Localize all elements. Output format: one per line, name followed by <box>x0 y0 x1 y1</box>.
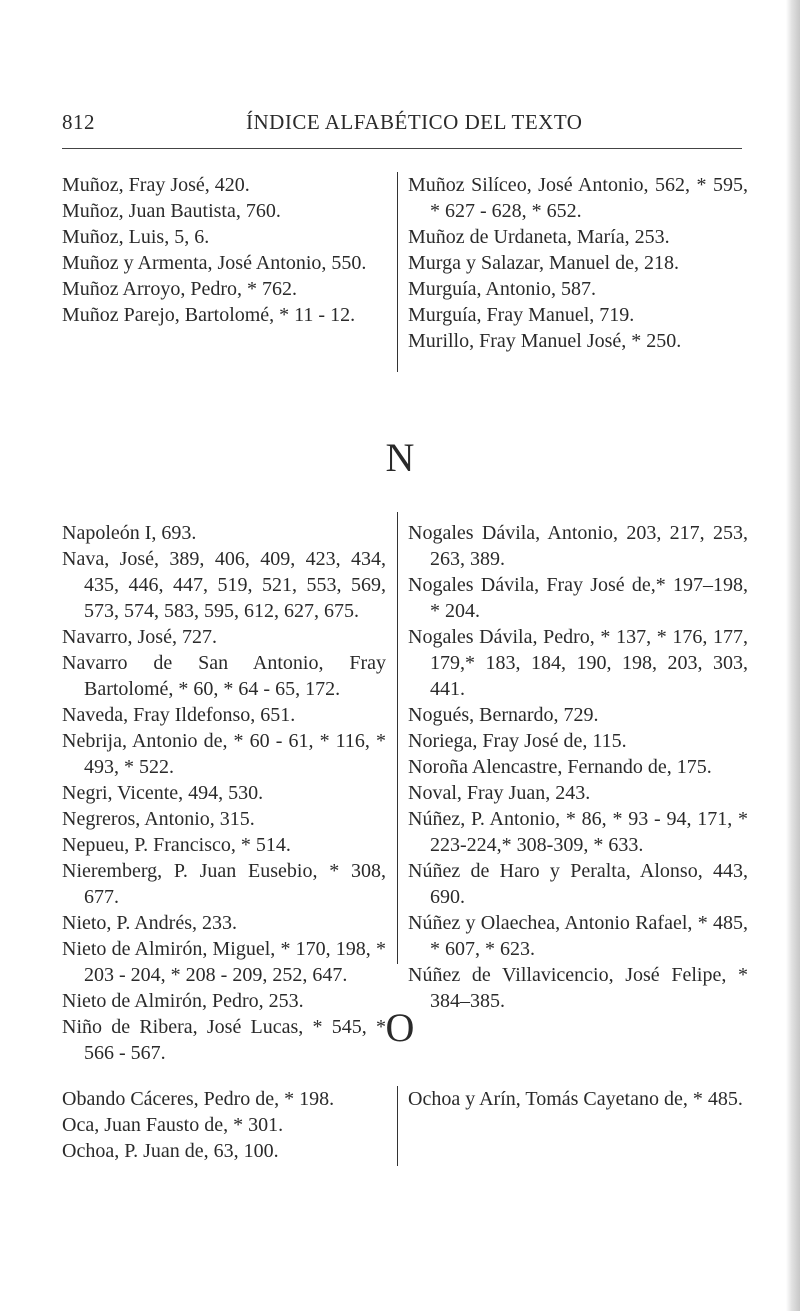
column-divider <box>397 172 398 372</box>
index-entry: Ochoa y Arín, Tomás Cayetano de, * 485. <box>408 1088 743 1110</box>
index-entry: Nogales Dávila, Pedro, * 137, * 176, 177, 179,* 183, 184, 190, 198, 203, 303, 441. <box>408 626 748 700</box>
section-letter-n: N <box>385 435 415 480</box>
index-entry: Nieto de Almirón, Miguel, * 170, 198, * 203 - 204, * 208 - 209, 252, 647. <box>62 938 386 986</box>
index-entry: Nieto, P. Andrés, 233. <box>62 912 237 934</box>
page-header <box>62 110 738 140</box>
index-entry: Noval, Fray Juan, 243. <box>408 782 591 804</box>
index-entry: Muñoz Arroyo, Pedro, * 762. <box>62 278 297 300</box>
section-m <box>62 172 752 372</box>
column-left <box>62 520 386 1066</box>
column-divider <box>397 1086 398 1166</box>
index-entry: Oca, Juan Fausto de, * 301. <box>62 1114 284 1136</box>
index-entry: Negreros, Antonio, 315. <box>62 808 255 830</box>
section-letter-o: O <box>385 1005 415 1050</box>
index-entry: Nava, José, 389, 406, 409, 423, 434, 435, 446, 447, 519, 521, 553, 569, 573, 574, 583, 595, 612, 627, 675. <box>62 548 386 622</box>
index-entry: Murguía, Fray Manuel, 719. <box>408 304 635 326</box>
column-left <box>62 172 386 328</box>
header-rule <box>62 148 742 149</box>
index-entry: Navarro, José, 727. <box>62 626 217 648</box>
column-divider <box>397 512 398 964</box>
page-edge-shadow <box>786 0 800 1311</box>
index-entry: Núñez, P. Antonio, * 86, * 93 - 94, 171, * 223-224,* 308-309, * 633. <box>408 808 748 856</box>
column-left <box>62 1086 386 1164</box>
index-entry: Nebrija, Antonio de, * 60 - 61, * 116, * 493, * 522. <box>62 730 386 778</box>
index-entry: Muñoz, Juan Bautista, 760. <box>62 200 281 222</box>
column-right <box>408 1086 748 1112</box>
index-entry: Núñez de Villavicencio, José Felipe, * 384–385. <box>408 964 748 1012</box>
index-entry: Noroña Alencastre, Fernando de, 175. <box>408 756 712 778</box>
index-entry: Muñoz, Fray José, 420. <box>62 174 250 196</box>
index-entry: Muñoz Parejo, Bartolomé, * 11 - 12. <box>62 304 356 326</box>
index-entry: Noriega, Fray José de, 115. <box>408 730 627 752</box>
index-entry: Navarro de San Antonio, Fray Bartolomé, * 60, * 64 - 65, 172. <box>62 652 386 700</box>
index-entry: Naveda, Fray Ildefonso, 651. <box>62 704 296 726</box>
index-entry: Nogales Dávila, Fray José de,* 197–198, * 204. <box>408 574 748 622</box>
index-entry: Nepueu, P. Francisco, * 514. <box>62 834 291 856</box>
index-entry: Murguía, Antonio, 587. <box>408 278 596 300</box>
index-entry: Nieto de Almirón, Pedro, 253. <box>62 990 304 1012</box>
index-entry: Ochoa, P. Juan de, 63, 100. <box>62 1140 279 1162</box>
index-entry: Niño de Ribera, José Lucas, * 545, * 566 - 567. <box>62 1016 386 1064</box>
running-title: ÍNDICE ALFABÉTICO DEL TEXTO <box>246 110 583 134</box>
index-entry: Núñez de Haro y Peralta, Alonso, 443, 690. <box>408 860 748 908</box>
section-o <box>62 1086 752 1186</box>
column-right <box>408 520 748 1014</box>
index-entry: Obando Cáceres, Pedro de, * 198. <box>62 1088 335 1110</box>
index-entry: Núñez y Olaechea, Antonio Rafael, * 485, * 607, * 623. <box>408 912 748 960</box>
index-entry: Muñoz de Urdaneta, María, 253. <box>408 226 670 248</box>
index-entry: Nogales Dávila, Antonio, 203, 217, 253, 263, 389. <box>408 522 748 570</box>
index-entry: Murga y Salazar, Manuel de, 218. <box>408 252 679 274</box>
index-entry: Muñoz, Luis, 5, 6. <box>62 226 210 248</box>
page-number: 812 <box>62 110 95 134</box>
index-entry: Nieremberg, P. Juan Eusebio, * 308, 677. <box>62 860 386 908</box>
index-entry: Murillo, Fray Manuel José, * 250. <box>408 330 682 352</box>
section-n <box>62 520 752 1064</box>
index-entry: Napoleón I, 693. <box>62 522 197 544</box>
column-right <box>408 172 748 354</box>
index-entry: Negri, Vicente, 494, 530. <box>62 782 264 804</box>
index-entry: Muñoz Silíceo, José Antonio, 562, * 595, * 627 - 628, * 652. <box>408 174 748 222</box>
index-entry: Nogués, Bernardo, 729. <box>408 704 599 726</box>
index-entry: Muñoz y Armenta, José Antonio, 550. <box>62 252 367 274</box>
